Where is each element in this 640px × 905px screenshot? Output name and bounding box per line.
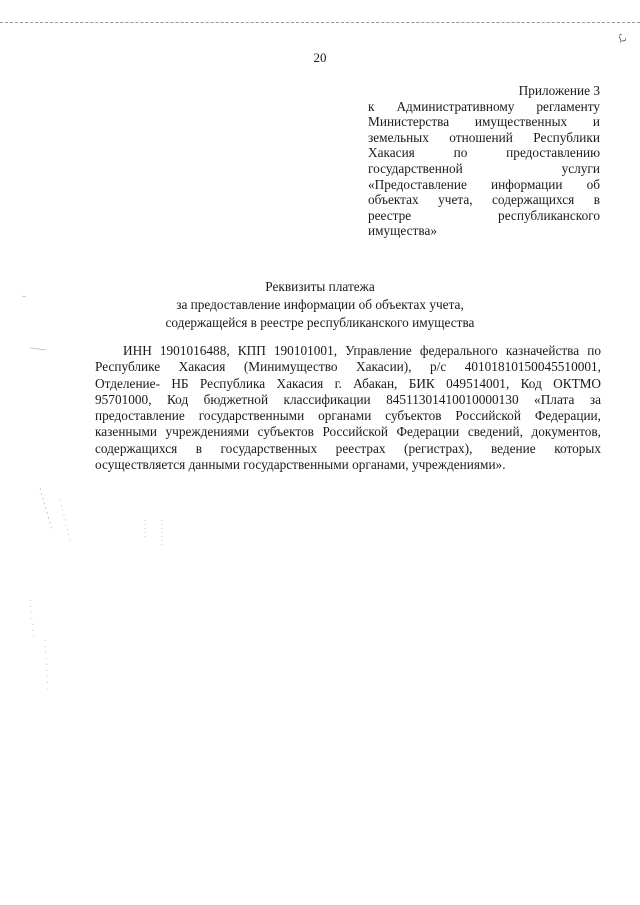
appendix-line: к Административному регламенту xyxy=(368,98,600,114)
title-line: содержащейся в реестре республиканского имущества xyxy=(165,315,475,330)
title-line: Реквизиты платежа xyxy=(265,279,375,294)
paragraph-line: осуществляется данными государственными органами, учреждениями». xyxy=(95,457,506,473)
appendix-line: «Предоставление информации об xyxy=(368,176,600,192)
scan-mark xyxy=(45,640,48,690)
appendix-line: Хакасия по предоставлению xyxy=(368,145,600,161)
paragraph-line: Отделение- НБ Республика Хакасия г. Абакан, БИК 049514001, Код ОКТМО xyxy=(95,375,601,391)
scan-corner-mark: ℒ xyxy=(615,31,629,47)
appendix-line: имущества» xyxy=(368,223,438,239)
scan-mark xyxy=(30,600,34,640)
scan-mark xyxy=(22,296,26,297)
scan-mark xyxy=(40,488,52,530)
paragraph-line: содержащихся в государственных реестрах (регистрах), ведение которых xyxy=(95,440,601,456)
title-line: за предоставление информации об объектах учета, xyxy=(176,297,464,312)
scan-mark xyxy=(30,348,46,350)
appendix-line: земельных отношений Республики xyxy=(368,129,600,145)
appendix-line: Министерства имущественных и xyxy=(368,114,600,130)
page-number: 20 xyxy=(313,50,327,65)
paragraph-line: Республике Хакасия (Минимущество Хакасии), р/с 40101810150045510001, xyxy=(95,359,601,375)
paragraph-line: 95701000, Код бюджетной классификации 84511301410010000130 «Плата за xyxy=(95,391,601,407)
scan-mark xyxy=(60,500,70,540)
appendix-line: государственной услуги xyxy=(368,160,600,176)
paragraph-line: предоставление государственными органами субъектов Российской Федерации, xyxy=(95,408,601,424)
appendix-line: реестре республиканского xyxy=(368,207,600,223)
appendix-number: Приложение 3 xyxy=(518,83,600,98)
appendix-line: объектах учета, содержащихся в xyxy=(368,192,600,208)
paragraph-line: казенными учреждениями субъектов Российской Федерации сведений, документов, xyxy=(95,424,601,440)
paragraph-line: ИНН 1901016488, КПП 190101001, Управление федерального казначейства по xyxy=(123,343,601,358)
